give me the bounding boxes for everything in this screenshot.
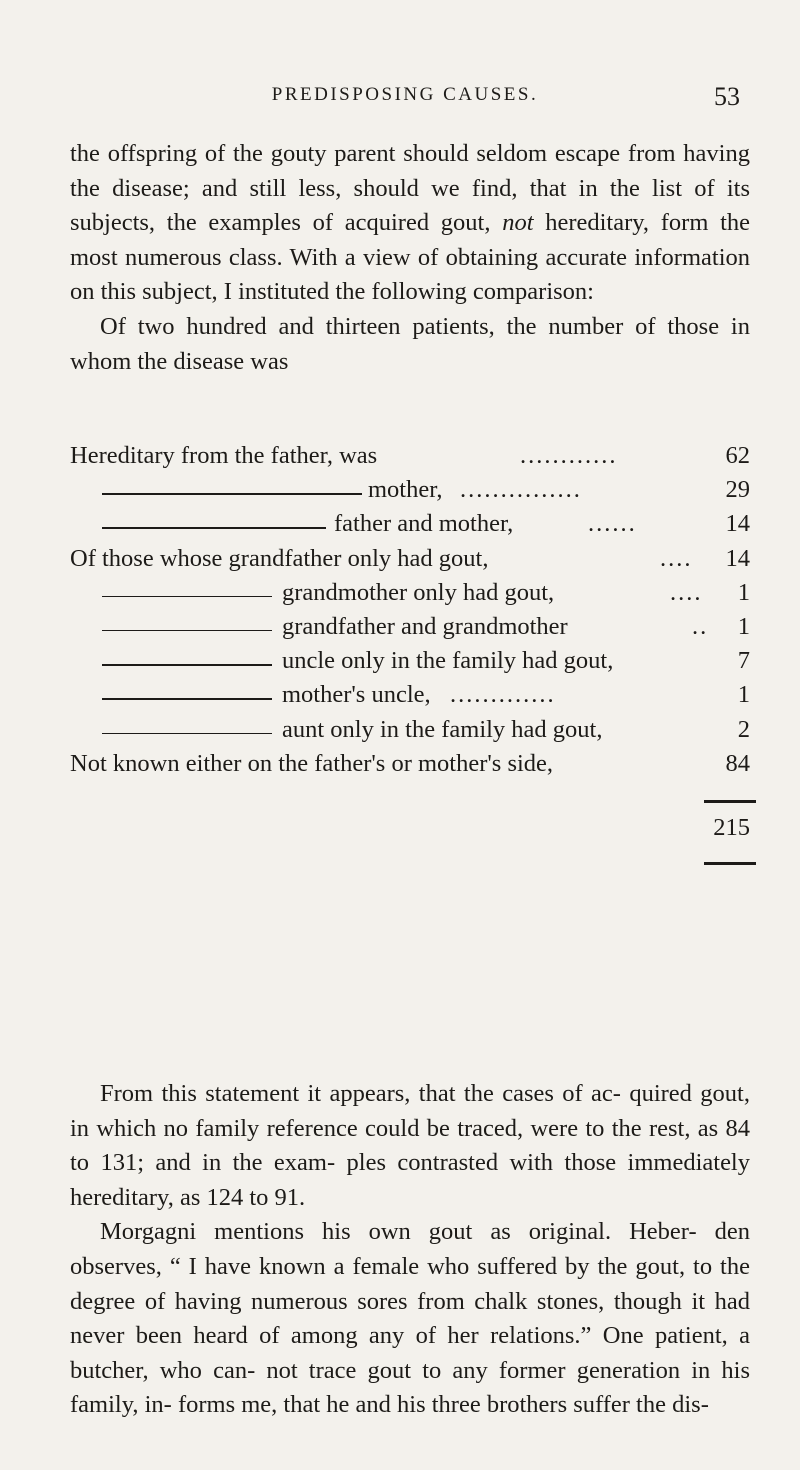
ditto-dash <box>102 733 272 735</box>
row-leader-dots: .... <box>670 578 703 606</box>
row-leader-dots: ...... <box>588 510 637 538</box>
table-row <box>70 750 750 784</box>
heredity-table <box>70 442 750 841</box>
paragraph-1-emphasis: not <box>502 209 534 237</box>
row-label: uncle only in the family had gout, <box>282 647 614 675</box>
row-label: Of those whose grandfather only had gout, <box>70 544 489 572</box>
table-row <box>70 545 750 579</box>
row-value: 1 <box>737 578 750 606</box>
row-value: 29 <box>725 476 750 504</box>
table-row <box>70 442 750 476</box>
ditto-dash <box>102 630 272 632</box>
paragraph-1-part-a: the offspring of the gouty parent should seldom escape from having the disease; and still less, should we find, that in the list of its subjects, the examples of acquired gout, <box>70 140 750 237</box>
row-leader-dots: .... <box>660 544 693 572</box>
table-row <box>70 681 750 715</box>
row-label: Hereditary from the father, was <box>70 442 378 469</box>
paragraph-1 <box>70 137 750 310</box>
paragraph-2: Of two hundred and thirteen patients, the number of those in whom the disease was <box>70 312 750 375</box>
row-label: Not known either on the father's or mother's side, <box>70 749 554 777</box>
row-leader-dots: ............ <box>520 442 618 469</box>
row-label: grandmother only had gout, <box>282 578 555 606</box>
row-label: mother, <box>368 476 443 504</box>
page-number: 53 <box>714 82 740 111</box>
table-row <box>70 510 750 544</box>
row-label: mother's uncle, <box>282 681 431 709</box>
row-value: 1 <box>737 612 750 640</box>
table-row <box>70 476 750 510</box>
table-row <box>70 613 750 647</box>
body-text-top <box>70 137 750 379</box>
row-label: aunt only in the family had gout, <box>282 715 603 743</box>
ditto-dash <box>102 527 326 529</box>
row-leader-dots: ............... <box>460 476 582 504</box>
row-value: 7 <box>737 647 750 675</box>
table-row <box>70 647 750 681</box>
row-label: grandfather and grandmother <box>282 612 568 640</box>
row-value: 2 <box>737 715 750 743</box>
row-leader-dots: ............. <box>450 681 556 709</box>
row-label: father and mother, <box>334 510 514 538</box>
paragraph-3: From this statement it appears, that the cases of ac- quired gout, in which no family reference could be traced, were to the rest, as 84 to 131; and in the exam- ples contrasted with those immediately hereditary, as 124 to 91. <box>70 1080 750 1211</box>
row-value: 84 <box>725 749 750 777</box>
body-text-bottom <box>70 1077 750 1423</box>
table-row <box>70 579 750 613</box>
row-value: 1 <box>737 681 750 709</box>
running-head <box>70 82 740 112</box>
row-leader-dots: .. <box>692 612 709 640</box>
row-value: 14 <box>725 510 750 538</box>
table-total: 215 <box>713 814 750 841</box>
row-value: 14 <box>725 544 750 572</box>
ditto-dash <box>102 698 272 700</box>
ditto-dash <box>102 493 362 495</box>
ditto-dash <box>102 664 272 666</box>
sum-rule-top <box>704 800 756 803</box>
running-head-title: PREDISPOSING CAUSES. <box>271 84 539 105</box>
row-value: 62 <box>725 442 750 469</box>
table-row <box>70 716 750 750</box>
paragraph-1-part-b: hereditary, form the most numerous class. With a view of obtaining accurate information on this subject, I instituted the following comparison: <box>70 209 751 306</box>
ditto-dash <box>102 596 272 598</box>
sum-rule-bottom <box>704 862 756 865</box>
paragraph-4: Morgagni mentions his own gout as original. Heber- den observes, “ I have known a female who suffered by the gout, to the degree of having numerous sores from chalk stones, though it had never been heard of among any of her relations.” One patient, a butcher, who can- not trace gout to any former generation in his family, in- forms me, that he and his three brothers suffer the dis- <box>70 1218 750 1419</box>
